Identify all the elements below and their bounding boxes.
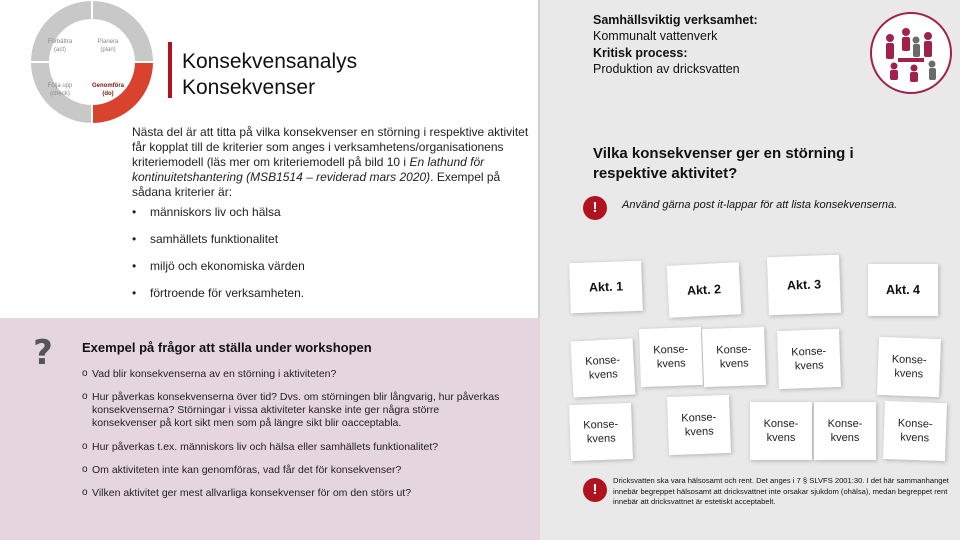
criteria-item: • miljö och ekonomiska värden <box>132 259 512 286</box>
activity-note-3: Akt. 3 <box>767 255 841 315</box>
consequence-note: Konse-kvens <box>702 327 766 387</box>
cycle-label-check: Följa upp (check) <box>47 83 73 98</box>
consequence-note: Konse-kvens <box>750 402 812 460</box>
footnote: Dricksvatten ska vara hälsosamt och rent. Det anges i 7 § SLVFS 2001:30. I det här sammanhanget innebär begreppet hälsosamt att dricksvattnet inte orsakar sjukdom (ohälsa), medan begreppet rent innebär att dricksvattnet är estetiskt acceptabelt. <box>613 476 949 507</box>
exclamation-icon: ! <box>583 478 607 502</box>
activity-note-4: Akt. 4 <box>868 264 938 316</box>
workshop-questions <box>82 368 502 500</box>
title-accent-bar <box>168 42 172 98</box>
criteria-list <box>132 205 512 313</box>
people-icon <box>870 12 952 94</box>
intro-text: Nästa del är att titta på vilka konsekvenser en störning i respektive aktivitet får kopplat till de kriterier som anges i verksamhetens/organisationens kriteriemodell (läs mer om kriteriemodell på bild 10 i En lathund för kontinuitetshantering (MSB1514 – reviderad mars 2020). Exempel på sådana kriterier är: <box>132 125 529 199</box>
consequence-note: Konse-kvens <box>667 395 731 455</box>
page-title: Konsekvensanalys <box>182 50 358 73</box>
question-mark-icon <box>30 332 56 370</box>
consequence-note: Konse-kvens <box>814 402 876 460</box>
activity-note-2: Akt. 2 <box>667 262 742 318</box>
consequence-note: Konse-kvens <box>883 401 947 461</box>
page-subtitle: Konsekvenser <box>182 76 316 99</box>
consequence-note: Konse-kvens <box>639 327 703 387</box>
pdca-cycle-graphic <box>22 0 162 132</box>
cycle-label-plan: Planera (plan) <box>97 39 119 54</box>
workshop-question: o Vad blir konsekvenserna av en störning i aktiviteten? <box>82 368 502 381</box>
org-label: Samhällsviktig verksamhet: <box>593 13 758 27</box>
cycle-label-act: Förbättra (act) <box>47 39 73 54</box>
consequence-note: Konse-kvens <box>877 337 941 397</box>
workshop-question: o Hur påverkas konsekvenserna över tid? Dvs. om störningen blir långvarig, hur påverkas konsekvenserna? Störningar i vissa aktiviteter kanske inte ger några större konsekvenser på kort sikt men som på längre sikt blir oacceptabla. <box>82 391 502 430</box>
org-value: Kommunalt vattenverk <box>593 29 718 44</box>
cycle-label-do: Genomföra (do) <box>91 83 124 98</box>
process-label: Kritisk process: <box>593 45 688 60</box>
consequence-note: Konse-kvens <box>777 329 841 389</box>
criteria-item: • samhällets funktionalitet <box>132 232 512 259</box>
pdca-cycle <box>22 0 162 132</box>
activity-note-1: Akt. 1 <box>569 261 643 313</box>
criteria-item: • förtroende för verksamheten. <box>132 286 512 313</box>
consequence-note: Konse-kvens <box>571 338 636 397</box>
criteria-item: • människors liv och hälsa <box>132 205 512 232</box>
exclamation-icon: ! <box>583 196 607 220</box>
workshop-question: o Vilken aktivitet ger mest allvarliga konsekvenser för om den störs ut? <box>82 487 502 500</box>
workshop-title: Exempel på frågor att ställa under workshopen <box>82 340 372 355</box>
process-value: Produktion av dricksvatten <box>593 61 740 76</box>
workshop-question: o Hur påverkas t.ex. människors liv och hälsa eller samhällets funktionalitet? <box>82 441 502 454</box>
svg-text:?: ? <box>33 333 53 370</box>
workshop-question: o Om aktiviteten inte kan genomföras, vad får det för konsekvenser? <box>82 464 502 477</box>
process-header <box>593 12 833 77</box>
tip-text: Använd gärna post it-lappar för att lista konsekvenserna. <box>622 199 898 211</box>
consequence-note: Konse-kvens <box>569 403 633 461</box>
main-question: Vilka konsekvenser ger en störning i respektive aktivitet? <box>593 145 854 182</box>
